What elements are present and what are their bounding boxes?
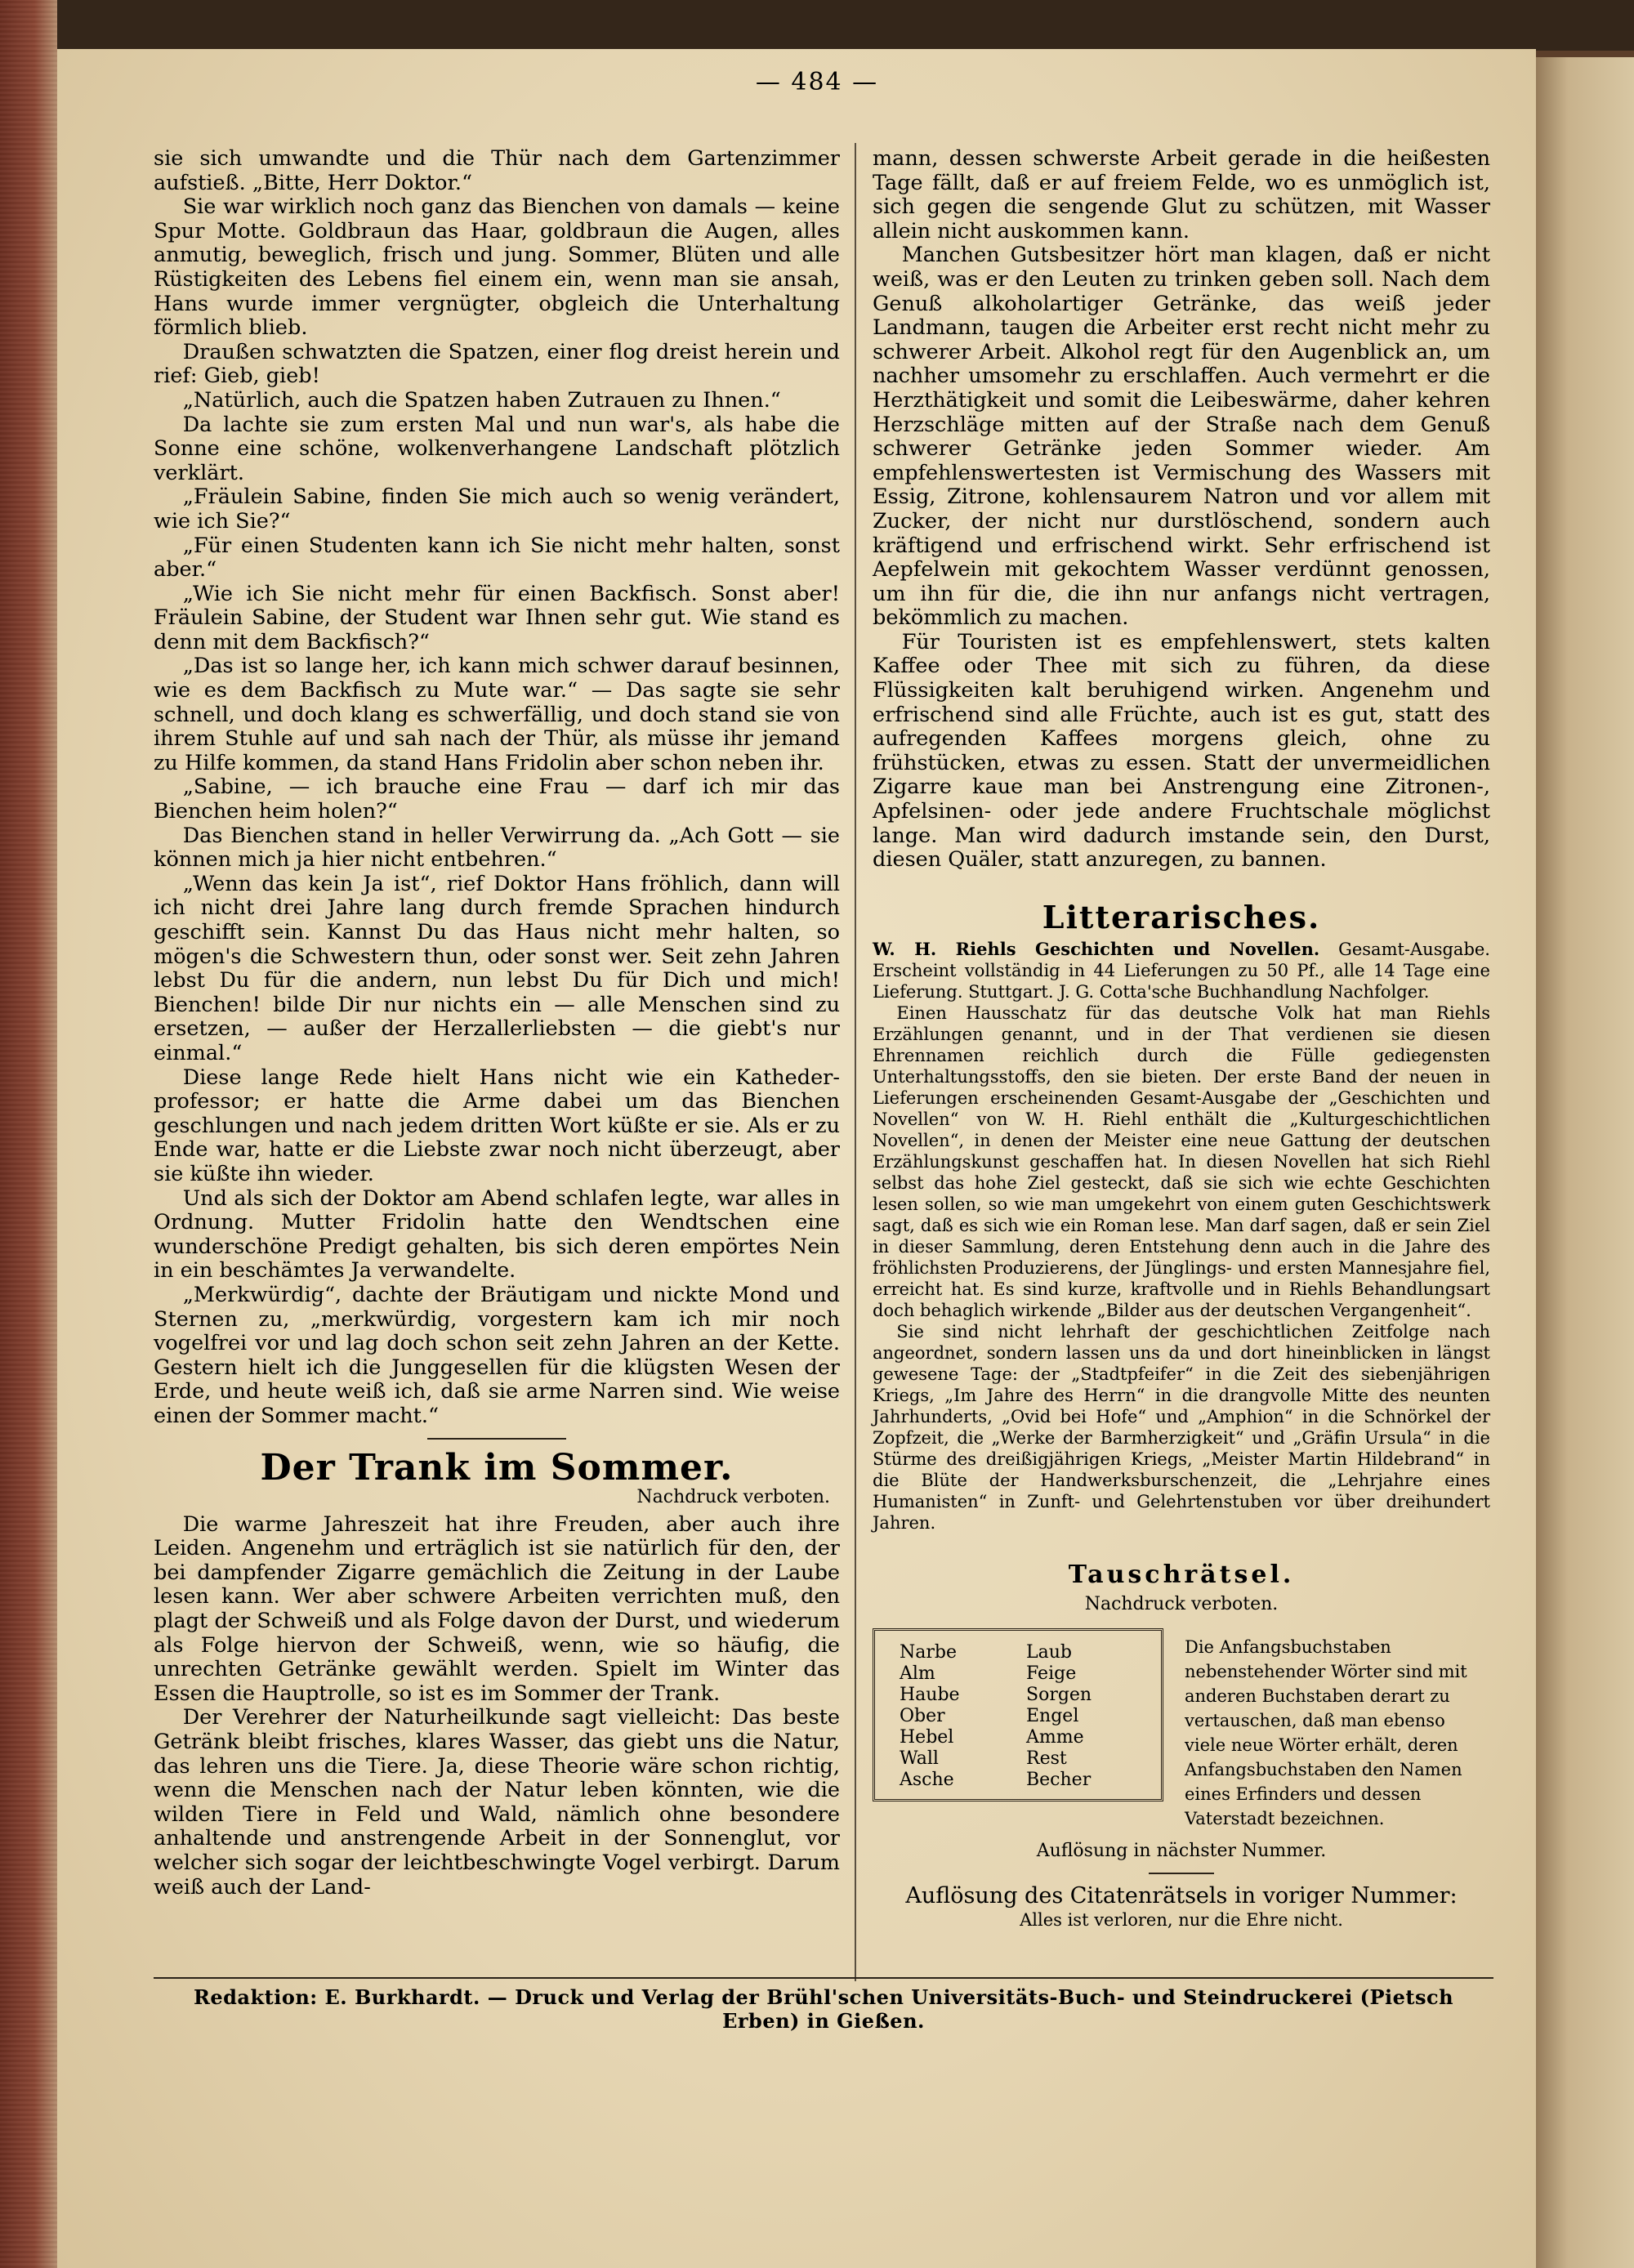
story-paragraph: Das Bienchen stand in heller Verwirrung da. „Ach Gott — sie können mich ja hier nicht entbehren.“ — [154, 823, 840, 873]
puzzle — [873, 1628, 1490, 1831]
puzzle-word: Wall — [900, 1748, 939, 1769]
literary-section — [873, 939, 1490, 1534]
puzzle-word: Asche — [900, 1769, 954, 1790]
article-body — [154, 1513, 840, 1900]
story-paragraph: „Sabine, — ich brauche eine Frau — darf ich mir das Bienchen heim holen?“ — [154, 775, 840, 824]
puzzle-word: Hebel — [900, 1726, 954, 1748]
story-paragraph: Da lachte sie zum ersten Mal und nun war's, als habe die Sonne eine schöne, wolkenverhangene Landschaft plötzlich verklärt. — [154, 412, 840, 485]
story-paragraph: „Für einen Studenten kann ich Sie nicht mehr halten, sonst aber.“ — [154, 533, 840, 583]
puzzle-word: Feige — [1026, 1663, 1077, 1684]
column-divider — [855, 143, 856, 1981]
previous-answer-text: Alles ist verloren, nur die Ehre nicht. — [1020, 1909, 1343, 1930]
puzzle-word: Ober — [900, 1705, 945, 1726]
article-paragraph: Die warme Jahreszeit hat ihre Freuden, aber auch ihre Leiden. Angenehm und erträglich ist sie natürlich für den, der bei dampfender Zigarre gemächlich die Zeitung in der Laube lesen kann. Wer aber schwere Arbeiten verrichten muß, den plagt der Schweiß und als Folge davon der Durst, und wiederum als Folge hiervon der Schweiß, wenn, wie so häufig, die unrechten Getränke gewählt werden. Spielt im Winter das Essen die Hauptrolle, so ist es im Sommer der Trank. — [154, 1511, 840, 1706]
puzzle-word: Amme — [1026, 1726, 1084, 1748]
story-paragraph: Und als sich der Doktor am Abend schlafen legte, war alles in Ordnung. Mutter Fridolin hatte den Wendtschen eine wunderschöne Predigt gehalten, bis sich deren empörtes Nein in ein beschämtes Ja verwandelte. — [154, 1185, 840, 1284]
book-details: Gesamt-Ausgabe. Erscheint vollständig in 44 Lieferungen zu 50 Pf., alle 14 Tage eine Lieferung. Stuttgart. J. G. Cotta'sche Buchhandlung Nachfolger. — [873, 940, 1490, 1002]
puzzle-word: Becher — [1026, 1769, 1092, 1790]
article-paragraph: Manchen Gutsbesitzer hört man klagen, daß er nicht weiß, was er den Leuten zu trinken geben soll. Nach dem Genuß alkoholartiger Getränke, das weiß jeder Landmann, taugen die Arbeiter erst recht nicht mehr zu schwerer Arbeit. Alkohol regt für den Augenblick an, um nachher umsomehr zu erschlaffen. Auch vermehrt er die Herzthätigkeit und somit die Leibeswärme, daher kehren Herzschläge mitten auf der Straße nach dem Genuß schwerer Getränke jeden Sommer wieder. Am empfehlenswertesten ist Vermischung des Wassers mit Essig, Zitrone, kohlensaurem Natron und vor allem mit Zucker, der nicht nur durstlöschend, sondern auch kräftigend und erfrischend wirkt. Sehr erfrischend ist Aepfelwein mit gekochtem Wasser verdünnt genossen, um ihn für die, die ihn nur anfangs nicht vertragen, bekömmlich zu machen. — [873, 243, 1490, 631]
story-paragraph: „Natürlich, auch die Spatzen haben Zutrauen zu Ihnen.“ — [182, 387, 781, 413]
next-page-edge — [1533, 57, 1634, 2268]
right-column — [873, 147, 1490, 1932]
imprint-footer: Redaktion: E. Burkhardt. — Druck und Verlag der Brühl'schen Universitäts-Buch- und Steindruckerei (Pietsch Erben) in Gießen. — [193, 1985, 1454, 2033]
article-paragraph: Der Verehrer der Naturheilkunde sagt vielleicht: Das beste Getränk bleibt frisches, klares Wasser, das giebt uns die Natur, das lehren uns die Tiere. Ja, diese Theorie wäre schon richtig, wenn die Menschen nach der Natur leben könnten, wie die wilden Tiere in Feld und Wald, nämlich ohne besondere anhaltende und anstrengende Arbeit in der Sonnenglut, vor welcher sich sogar der leichtbeschwingte Vogel verbirgt. Darum weiß auch der Land- — [154, 1705, 840, 1900]
reprint-notice: Nachdruck verboten. — [636, 1487, 830, 1508]
story-continuation — [154, 147, 840, 1428]
story-paragraph: Diese lange Rede hielt Hans nicht wie ein Katheder-professor; er hatte die Arme dabei um das Bienchen geschlungen und nach jedem dritten Wort küßte er sie. Als er zu Ende war, hatte er die Liebste zwar noch nicht überzeugt, aber sie küßte ihn wieder. — [154, 1065, 840, 1186]
puzzle-word: Sorgen — [1026, 1684, 1092, 1705]
puzzle-instructions: Die Anfangsbuchstaben nebenstehender Wörter sind mit anderen Buchstaben derart zu vertauschen, daß man ebenso viele neue Wörter erhält, deren Anfangsbuchstaben den Namen eines Erfinders und dessen Vaterstadt bezeichnen. — [1185, 1636, 1467, 1828]
book-title: W. H. Riehls Geschichten und Novellen. — [873, 939, 1320, 960]
story-paragraph: „Merkwürdig“, dachte der Bräutigam und nickte Mond und Sternen zu, „merkwürdig, vorgestern kam ich mir noch vogelfrei vor und lag doch schon seit zehn Jahren an der Kette. Gestern hielt ich die Junggesellen für die klügsten Wesen der Erde, und heute weiß ich, daß sie arme Narren sind. Wie weise einen der Sommer macht.“ — [154, 1282, 840, 1428]
puzzle-word: Haube — [900, 1684, 960, 1705]
story-paragraph: „Das ist so lange her, ich kann mich schwer darauf besinnen, wie es dem Backfisch zu Mute war.“ — Das sagte sie sehr schnell, und doch klang es schwerfällig, und doch stand sie von ihrem Stuhle auf und sah nach der Thür, als müsse ihr jemand zu Hilfe kommen, da stand Hans Fridolin aber schon neben ihr. — [154, 654, 840, 775]
puzzle-word: Narbe — [900, 1641, 957, 1663]
story-paragraph: „Wenn das kein Ja ist“, rief Doktor Hans fröhlich, dann will ich nicht drei Jahre lang durch fremde Sprachen hindurch geschifft sein. Kannst Du das Haus nicht mehr halten, so mögen's die Schwestern thun, oder sonst wer. Seit zehn Jahren lebst Du für die andern, nun lebst Du für Dich und mich! Bienchen! bilde Dir nur nichts ein — alle Menschen sind zu ersetzen, — außer der Herzallerliebsten — die giebt's nur einmal.“ — [154, 871, 840, 1065]
section-divider — [1149, 1873, 1214, 1874]
puzzle-word: Alm — [900, 1663, 935, 1684]
puzzle-word: Engel — [1026, 1705, 1079, 1726]
story-paragraph: Draußen schwatzten die Spatzen, einer flog dreist herein und rief: Gieb, gieb! — [154, 339, 840, 389]
puzzle-word-box — [873, 1628, 1163, 1801]
puzzle-heading: Tauschrätsel. — [1068, 1560, 1295, 1590]
review-paragraph: Einen Hausschatz für das deutsche Volk hat man Riehls Erzählungen genannt, und in der That verdienen sie diesen Ehrennamen reichlich durch die Fülle gediegensten Unterhaltungsstoffs, den sie bieten. Der erste Band der neuen in Lieferungen erscheinenden Gesamt-Ausgabe der „Geschichten und Novellen“ von W. H. Riehl enthält die „Kulturgeschichtlichen Novellen“, in denen der Meister eine neue Gattung der deutschen Erzählungskunst geschaffen hat. In diesen Novellen hat sich Riehl selbst das hohe Ziel gesteckt, daß sie sich wie echte Geschichten lesen sollen, so wie man umgekehrt von einem guten Geschichtswerk sagt, daß es sich wie ein Roman lese. Man darf sagen, daß er sein Ziel in dieser Sammlung, deren Entstehung denn auch in die Jahre des fröhlichsten Produzierens, der Jünglings- und ersten Mannesjahre fiel, erreicht hat. Es sind kurze, kraftvolle und in Riehls Behandlungsart doch behaglich wirkende „Bilder aus der deutschen Vergangenheit“. — [873, 1003, 1490, 1321]
story-paragraph: Sie war wirklich noch ganz das Bienchen von damals — keine Spur Motte. Goldbraun das Haar, goldbraun die Augen, alles anmutig, beweglich, frisch und jung. Sommer, Blüten und alle Rüstigkeiten des Lebens fiel einem ein, wenn man sie ansah, Hans wurde immer vergnügter, obgleich die Unterhaltung förmlich blieb. — [154, 194, 840, 341]
article-paragraph: mann, dessen schwerste Arbeit gerade in die heißesten Tage fällt, daß er auf freiem Felde, wo es unmöglich ist, sich gegen die sengende Glut zu schützen, mit Wasser allein nicht auskommen kann. — [873, 146, 1490, 243]
story-paragraph: „Fräulein Sabine, finden Sie mich auch so wenig verändert, wie ich Sie?“ — [154, 484, 840, 534]
article-title: Der Trank im Sommer. — [260, 1447, 734, 1489]
book-entry — [873, 939, 1490, 1002]
review-paragraph: Sie sind nicht lehrhaft der geschichtlichen Zeitfolge nach angeordnet, sondern lassen uns da und dort hineinblicken in längst gewesene Tage: der „Stadtpfeifer“ in die Zeit des siebenjährigen Kriegs, „Im Jahre des Herrn“ in die drangvolle Mitte des neunten Jahrhunderts, „Ovid bei Hofe“ und „Amphion“ in die Schnörkel der Zopfzeit, die „Werke der Barmherzigkeit“ und „Gräfin Ursula“ in die Stürme des dreißigjährigen Kriegs, „Meister Martin Hildebrand“ in die Blüte der Handwerksburschenzeit, die „Lehrjahre eines Humanisten“ in Zunft- und Gelehrtenstuben vor über dreihundert Jahren. — [873, 1322, 1490, 1534]
section-divider — [427, 1438, 566, 1440]
story-paragraph: „Wie ich Sie nicht mehr für einen Backfisch. Sonst aber! Fräulein Sabine, der Student war Ihnen sehr gut. Wie stand es denn mit dem Backfisch?“ — [154, 581, 840, 654]
puzzle-word: Laub — [1026, 1641, 1072, 1663]
literary-heading: Litterarisches. — [1042, 898, 1321, 935]
page-number: — 484 — — [755, 68, 879, 96]
page-edge-stack — [0, 0, 57, 2268]
story-paragraph: sie sich umwandte und die Thür nach dem Gartenzimmer aufstieß. „Bitte, Herr Doktor.“ — [154, 146, 840, 195]
puzzle-word: Rest — [1026, 1748, 1067, 1769]
puzzle-reprint-notice: Nachdruck verboten. — [1084, 1594, 1279, 1614]
previous-answer-heading: Auflösung des Citatenrätsels in voriger Nummer: — [905, 1883, 1458, 1909]
footer-rule — [154, 1977, 1493, 1979]
top-shadow — [57, 0, 1634, 51]
article-paragraph: Für Touristen ist es empfehlenswert, stets kalten Kaffee oder Thee mit sich zu führen, da diese Flüssigkeiten kalt beruhigend wirken. Angenehm und erfrischend sind alle Früchte, auch ist es gut, statt des aufregenden Kaffees morgens gleich, ohne zu frühstücken, etwas zu essen. Statt der unvermeidlichen Zigarre kaue man bei Anstrengung eine Zitronen-, Apfelsinen- oder jede andere Fruchtschale möglichst lange. Man wird dadurch imstande sein, den Durst, diesen Quäler, statt anzuregen, zu bannen. — [873, 629, 1490, 873]
puzzle-solution-note: Auflösung in nächster Nummer. — [1036, 1840, 1327, 1861]
left-column — [154, 147, 840, 1900]
article-continuation — [873, 147, 1490, 873]
